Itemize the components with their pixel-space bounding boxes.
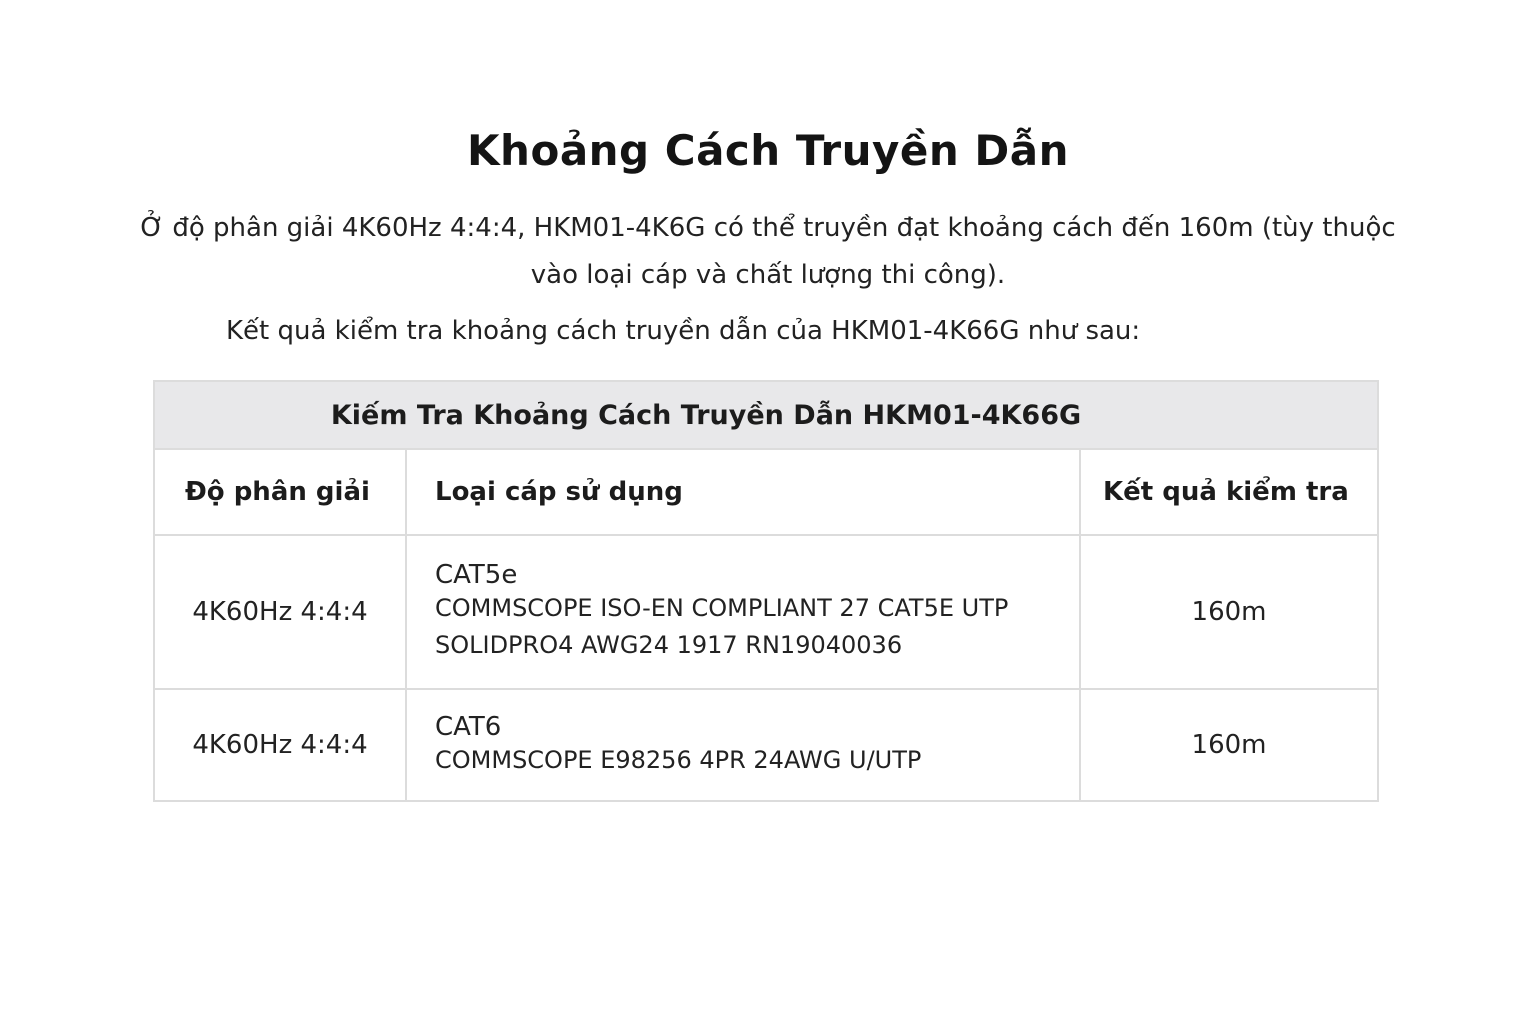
result-cell: 160m xyxy=(1080,689,1378,801)
page-title: Khoảng Cách Truyền Dẫn xyxy=(467,126,1069,175)
cable-type-label: CAT6 xyxy=(435,711,502,742)
resolution-cell: 4K60Hz 4:4:4 xyxy=(154,689,406,801)
intro-paragraph: Ở độ phân giải 4K60Hz 4:4:4, HKM01-4K6G có thể truyền đạt khoảng cách đến 160m (tùy thuộc vào loại cáp và chất lượng thi công). xyxy=(140,213,1396,290)
resolution-cell: 4K60Hz 4:4:4 xyxy=(154,535,406,689)
table-header-row xyxy=(154,449,1378,535)
cable-type-label: CAT5e xyxy=(435,560,518,590)
cable-cell xyxy=(406,535,1080,689)
cable-description: COMMSCOPE E98256 4PR 24AWG U/UTP xyxy=(435,745,922,774)
distance-test-table-container xyxy=(153,380,1377,802)
table-row xyxy=(154,535,1378,689)
header-test-result: Kết quả kiểm tra xyxy=(1080,449,1378,535)
cable-description: COMMSCOPE ISO-EN COMPLIANT 27 CAT5E UTP SOLIDPRO4 AWG24 1917 RN19040036 xyxy=(435,594,1009,659)
header-cable-type: Loại cáp sử dụng xyxy=(406,449,1080,535)
table-caption: Kiếm Tra Khoảng Cách Truyền Dẫn HKM01-4K66G xyxy=(154,381,1378,449)
table-caption-row xyxy=(154,381,1378,449)
header-resolution: Độ phân giải xyxy=(154,449,406,535)
result-cell: 160m xyxy=(1080,535,1378,689)
results-intro-text: Kết quả kiểm tra khoảng cách truyền dẫn của HKM01-4K66G như sau: xyxy=(226,316,1141,346)
distance-test-table xyxy=(153,380,1379,802)
table-row xyxy=(154,689,1378,801)
cable-cell xyxy=(406,689,1080,801)
